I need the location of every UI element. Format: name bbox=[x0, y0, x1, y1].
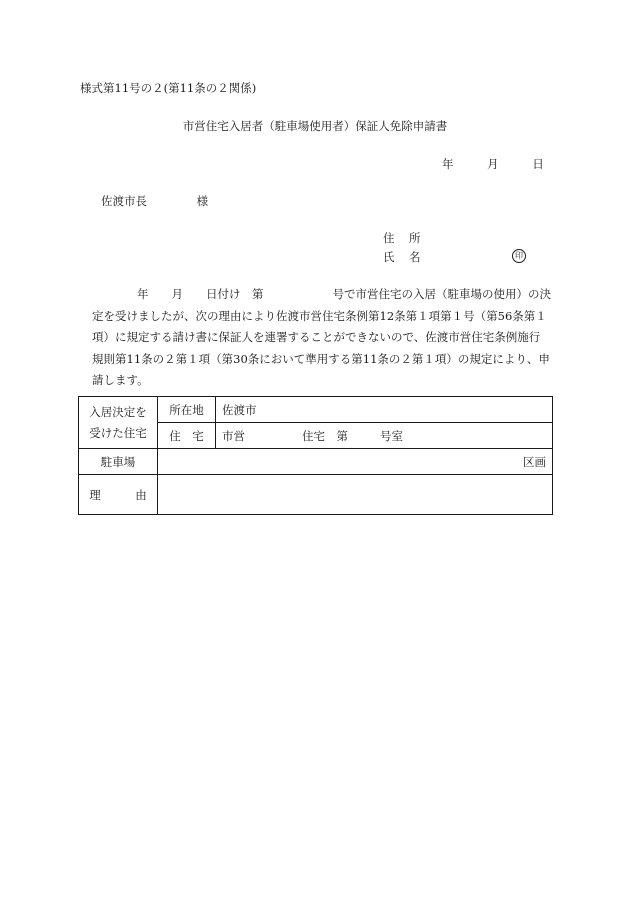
body-line-1: 年 月 日付け 第 号で市営住宅の入居（駐車場の使用）の決 bbox=[137, 287, 551, 301]
housing-label: 住 宅 bbox=[158, 423, 216, 449]
form-number: 様式第11号の２(第11条の２関係) bbox=[80, 81, 257, 95]
parking-label: 駐車場 bbox=[79, 449, 158, 475]
date-line bbox=[442, 156, 544, 172]
parking-value[interactable]: 区画 bbox=[158, 449, 553, 475]
applicant-name-label: 氏 名 bbox=[383, 250, 421, 264]
body-line-4: 規則第11条の２第１項（第30条において準用する第11条の２第１項）の規定により、申 bbox=[92, 351, 550, 366]
location-label: 所在地 bbox=[158, 397, 216, 423]
reason-value[interactable] bbox=[158, 475, 553, 515]
housing-value[interactable]: 市営 住宅 第 号室 bbox=[216, 423, 553, 449]
date-day: 日 bbox=[532, 157, 544, 171]
application-table bbox=[78, 396, 553, 515]
document-title: 市営住宅入居者（駐車場使用者）保証人免除申請書 bbox=[182, 119, 448, 133]
body-line-2: 定を受けましたが、次の理由により佐渡市営住宅条例第12条第１項第１号（第56条第１ bbox=[92, 308, 547, 323]
addressee bbox=[101, 193, 208, 209]
applicant-address-label: 住 所 bbox=[383, 231, 421, 245]
reason-label: 理 由 bbox=[79, 475, 158, 515]
addressee-name: 佐渡市長 bbox=[101, 194, 147, 208]
location-value[interactable]: 佐渡市 bbox=[216, 397, 553, 423]
date-month: 月 bbox=[487, 157, 499, 171]
date-year: 年 bbox=[442, 157, 454, 171]
application-body bbox=[92, 284, 558, 392]
seal-mark: 印 bbox=[512, 249, 526, 263]
housing-group-label: 入居決定を 受けた住宅 bbox=[79, 397, 158, 449]
body-line-5: 請します。 bbox=[92, 373, 149, 387]
body-line-3: 項）に規定する請け書に保証人を連署することができないので、佐渡市営住宅条例施行 bbox=[92, 330, 541, 344]
addressee-honorific: 様 bbox=[196, 194, 209, 208]
